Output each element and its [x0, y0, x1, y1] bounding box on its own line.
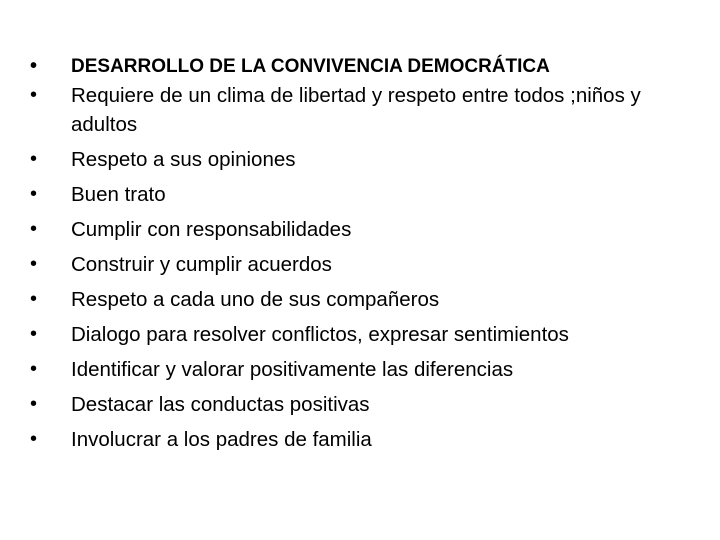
list-item [30, 425, 690, 454]
list-item-text: Cumplir con responsabilidades [71, 218, 352, 241]
list-item [30, 145, 690, 174]
bullet-icon: • [30, 393, 38, 415]
list-item-text: Respeto a sus opiniones [71, 148, 296, 171]
list-item-text: Dialogo para resolver conflictos, expresar sentimientos [71, 323, 569, 346]
bullet-icon: • [30, 253, 38, 275]
list-item-text: Construir y cumplir acuerdos [71, 253, 332, 276]
list-item-text: Requiere de un clima de libertad y respeto entre todos ;niños y adultos [71, 84, 641, 136]
list-item [30, 180, 690, 209]
list-item-text: Respeto a cada uno de sus compañeros [71, 288, 440, 311]
bullet-icon: • [30, 183, 38, 205]
bullet-icon: • [30, 323, 38, 345]
list-item-text: Destacar las conductas positivas [71, 393, 370, 416]
bullet-list [30, 52, 690, 460]
list-item [30, 250, 690, 279]
list-item-text: Involucrar a los padres de familia [71, 428, 372, 451]
list-item [30, 355, 690, 384]
bullet-icon: • [30, 55, 38, 77]
list-item [30, 215, 690, 244]
bullet-icon: • [30, 288, 38, 310]
list-item [30, 285, 690, 314]
list-item-text: Buen trato [71, 183, 166, 206]
bullet-icon: • [30, 428, 38, 450]
bullet-icon: • [30, 358, 38, 380]
bullet-icon: • [30, 84, 38, 106]
list-item-text: Identificar y valorar positivamente las diferencias [71, 358, 514, 381]
list-item [30, 81, 690, 139]
list-item [30, 320, 690, 349]
bullet-icon: • [30, 218, 38, 240]
list-item [30, 390, 690, 419]
list-item-heading [30, 52, 690, 81]
list-item-text: DESARROLLO DE LA CONVIVENCIA DEMOCRÁTICA [71, 56, 550, 77]
bullet-icon: • [30, 148, 38, 170]
